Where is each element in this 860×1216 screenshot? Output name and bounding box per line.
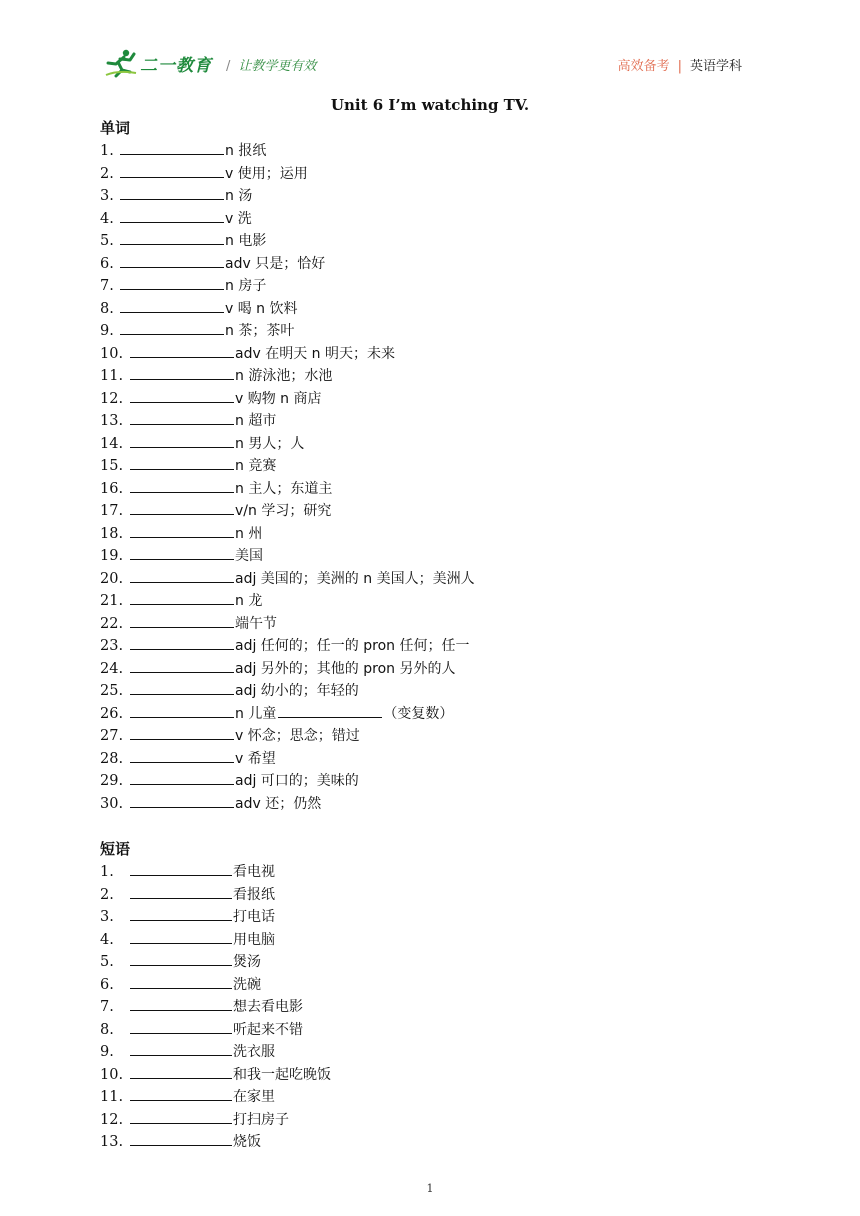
item-number: 23. (100, 638, 124, 654)
item-definition: 端午节 (235, 615, 277, 632)
vocab-heading: 单词 (100, 119, 131, 137)
item-definition: adj 美国的；美洲的 n 美国人；美洲人 (235, 570, 475, 587)
answer-blank[interactable] (130, 747, 234, 763)
list-item (100, 634, 475, 657)
item-definition: v 购物 n 商店 (235, 390, 322, 407)
list-item (100, 274, 475, 297)
item-number: 19. (100, 548, 124, 564)
item-number: 25. (100, 683, 124, 699)
page-header (104, 44, 754, 84)
list-item (100, 297, 475, 320)
list-item (100, 589, 475, 612)
item-definition: v 使用；运用 (225, 165, 308, 182)
list-item (100, 342, 475, 365)
item-number: 4. (100, 210, 114, 227)
answer-blank[interactable] (120, 274, 224, 290)
item-definition: adv 还；仍然 (235, 795, 322, 812)
answer-blank[interactable] (130, 950, 232, 966)
list-item (100, 657, 475, 680)
item-number: 22. (100, 615, 124, 632)
list-item (100, 1130, 331, 1153)
item-definition: n 汤 (225, 188, 253, 204)
item-number: 24. (100, 660, 124, 677)
answer-blank[interactable] (120, 162, 224, 178)
item-definition: n 龙 (235, 593, 263, 609)
list-item (100, 928, 331, 951)
answer-blank[interactable] (130, 544, 234, 560)
item-number: 9. (100, 1044, 114, 1060)
item-number: 3. (100, 909, 114, 925)
item-definition: 在家里 (233, 1089, 275, 1105)
page-title: Unit 6 I’m watching TV. (330, 96, 530, 114)
list-item (100, 679, 475, 702)
item-definition: 煲汤 (233, 954, 261, 970)
item-number: 11. (100, 1089, 124, 1105)
item-number: 26. (100, 705, 124, 722)
item-definition: adv 在明天 n 明天；未来 (235, 345, 395, 362)
answer-blank[interactable] (130, 679, 234, 695)
item-number: 17. (100, 503, 124, 519)
answer-blank[interactable] (130, 634, 234, 650)
item-number: 8. (100, 300, 114, 317)
item-definition: 烧饭 (233, 1134, 261, 1150)
answer-blank[interactable] (120, 139, 224, 155)
list-item (100, 1108, 331, 1131)
list-item (100, 364, 475, 387)
tag-exam-prep: 高效备考 (617, 59, 670, 74)
list-item (100, 139, 475, 162)
answer-blank[interactable] (130, 432, 234, 448)
item-number: 3. (100, 188, 114, 204)
answer-blank[interactable] (130, 1085, 232, 1101)
item-definition: v 喝 n 饮料 (225, 300, 298, 317)
item-number: 10. (100, 345, 124, 362)
item-definition: n 电影 (225, 233, 267, 249)
item-definition: v 希望 (235, 750, 276, 767)
item-definition: n 游泳池；水池 (235, 368, 333, 384)
item-number: 1. (100, 143, 114, 159)
item-definition: adj 可口的；美味的 (235, 773, 359, 789)
item-number: 11. (100, 368, 124, 384)
item-number: 16. (100, 480, 124, 497)
list-item (100, 252, 475, 275)
item-definition: 看电视 (233, 864, 275, 880)
item-definition: 和我一起吃晚饭 (233, 1066, 331, 1083)
item-number: 30. (100, 795, 124, 812)
vocab-list (100, 139, 475, 814)
list-item (100, 477, 475, 500)
list-item (100, 950, 331, 973)
item-definition: n 主人；东道主 (235, 480, 333, 497)
item-number: 13. (100, 1134, 124, 1150)
item-definition: n 报纸 (225, 143, 267, 159)
slogan-text: 让教学更有效 (238, 59, 317, 74)
answer-blank[interactable] (130, 589, 234, 605)
tag-subject: 英语学科 (689, 59, 742, 74)
list-item (100, 522, 475, 545)
item-number: 12. (100, 390, 124, 407)
answer-blank[interactable] (130, 973, 232, 989)
item-number: 18. (100, 525, 124, 542)
answer-blank[interactable] (120, 297, 224, 313)
list-item (100, 860, 331, 883)
answer-blank[interactable] (130, 477, 234, 493)
brand-logo (104, 48, 212, 78)
answer-blank[interactable] (130, 657, 234, 673)
item-definition: 用电脑 (233, 931, 275, 948)
item-definition: adj 另外的；其他的 pron 另外的人 (235, 660, 456, 677)
list-item (100, 162, 475, 185)
page-number: 1 (426, 1182, 434, 1195)
brand-name: 二一教育 (140, 55, 212, 76)
item-number: 8. (100, 1021, 114, 1038)
list-item (100, 973, 331, 996)
item-number: 7. (100, 278, 114, 294)
item-number: 10. (100, 1066, 124, 1083)
list-item (100, 207, 475, 230)
item-number: 2. (100, 165, 114, 182)
list-item (100, 792, 475, 815)
answer-blank[interactable] (130, 387, 234, 403)
item-number: 6. (100, 255, 114, 272)
answer-blank[interactable] (120, 184, 224, 200)
list-item (100, 702, 475, 725)
item-number: 7. (100, 999, 114, 1015)
item-number: 6. (100, 976, 114, 993)
answer-blank[interactable] (130, 860, 232, 876)
item-number: 5. (100, 954, 114, 970)
list-item (100, 612, 475, 635)
answer-blank[interactable] (130, 409, 234, 425)
running-man-icon (104, 48, 138, 78)
item-definition: n 超市 (235, 413, 277, 429)
list-item (100, 499, 475, 522)
item-definition: n 竞赛 (235, 458, 277, 474)
answer-blank[interactable] (120, 252, 224, 268)
answer-blank[interactable] (130, 1108, 232, 1124)
list-item (100, 544, 475, 567)
answer-blank[interactable] (130, 1018, 232, 1034)
list-item (100, 1063, 331, 1086)
answer-blank[interactable] (130, 724, 234, 740)
item-definition: v 洗 (225, 210, 252, 227)
item-number: 2. (100, 886, 114, 903)
answer-blank[interactable] (130, 522, 234, 538)
item-definition: adj 任何的；任一的 pron 任何；任一 (235, 638, 470, 654)
answer-blank[interactable] (130, 342, 234, 358)
item-number: 28. (100, 750, 124, 767)
item-number: 14. (100, 435, 124, 452)
item-number: 29. (100, 773, 124, 789)
answer-blank[interactable] (130, 364, 234, 380)
item-suffix: （变复数） (383, 705, 454, 722)
answer-blank[interactable] (130, 792, 234, 808)
answer-blank[interactable] (130, 499, 234, 515)
list-item (100, 409, 475, 432)
item-number: 15. (100, 458, 124, 474)
item-definition: 看报纸 (233, 886, 275, 903)
item-definition: n 茶；茶叶 (225, 323, 295, 339)
list-item (100, 1018, 331, 1041)
item-number: 5. (100, 233, 114, 249)
list-item (100, 387, 475, 410)
list-item (100, 1085, 331, 1108)
answer-blank[interactable] (130, 1040, 232, 1056)
item-number: 4. (100, 931, 114, 948)
item-definition: n 房子 (225, 278, 267, 294)
subject-tags: 高效备考 | 英语学科 (617, 59, 742, 74)
list-item (100, 769, 475, 792)
item-definition: 美国 (235, 548, 263, 564)
item-definition: 洗衣服 (233, 1044, 275, 1060)
item-number: 27. (100, 728, 124, 744)
answer-blank[interactable] (130, 567, 234, 583)
list-item (100, 454, 475, 477)
answer-blank[interactable] (130, 995, 232, 1011)
list-item (100, 724, 475, 747)
item-definition: 想去看电影 (233, 999, 303, 1015)
answer-blank[interactable] (130, 769, 234, 785)
item-number: 21. (100, 593, 124, 609)
list-item (100, 747, 475, 770)
item-number: 20. (100, 570, 124, 587)
answer-blank[interactable] (120, 319, 224, 335)
item-number: 12. (100, 1111, 124, 1128)
item-definition: 听起来不错 (233, 1021, 303, 1038)
item-definition: 打电话 (233, 909, 275, 925)
item-definition: adv 只是；恰好 (225, 255, 326, 272)
answer-blank-plural[interactable] (278, 702, 382, 718)
item-definition: v 怀念；思念；错过 (235, 728, 360, 744)
answer-blank[interactable] (130, 454, 234, 470)
list-item (100, 1040, 331, 1063)
answer-blank[interactable] (130, 1063, 232, 1079)
phrases-list (100, 860, 331, 1153)
item-definition: n 州 (235, 525, 263, 542)
answer-blank[interactable] (120, 229, 224, 245)
phrases-heading: 短语 (100, 840, 131, 858)
list-item (100, 905, 331, 928)
item-definition: n 儿童 (235, 705, 277, 722)
list-item (100, 432, 475, 455)
item-definition: n 男人；人 (235, 435, 305, 452)
answer-blank[interactable] (130, 1130, 232, 1146)
list-item (100, 567, 475, 590)
answer-blank[interactable] (130, 928, 232, 944)
slogan: / 让教学更有效 (226, 59, 317, 74)
item-number: 9. (100, 323, 114, 339)
item-definition: adj 幼小的；年轻的 (235, 683, 359, 699)
list-item (100, 995, 331, 1018)
answer-blank[interactable] (130, 612, 234, 628)
answer-blank[interactable] (130, 883, 232, 899)
list-item (100, 184, 475, 207)
item-definition: v/n 学习；研究 (235, 503, 332, 519)
list-item (100, 229, 475, 252)
item-number: 13. (100, 413, 124, 429)
answer-blank[interactable] (120, 207, 224, 223)
item-definition: 洗碗 (233, 976, 261, 993)
answer-blank[interactable] (130, 702, 234, 718)
answer-blank[interactable] (130, 905, 232, 921)
item-number: 1. (100, 864, 114, 880)
list-item (100, 319, 475, 342)
item-definition: 打扫房子 (233, 1111, 289, 1128)
list-item (100, 883, 331, 906)
